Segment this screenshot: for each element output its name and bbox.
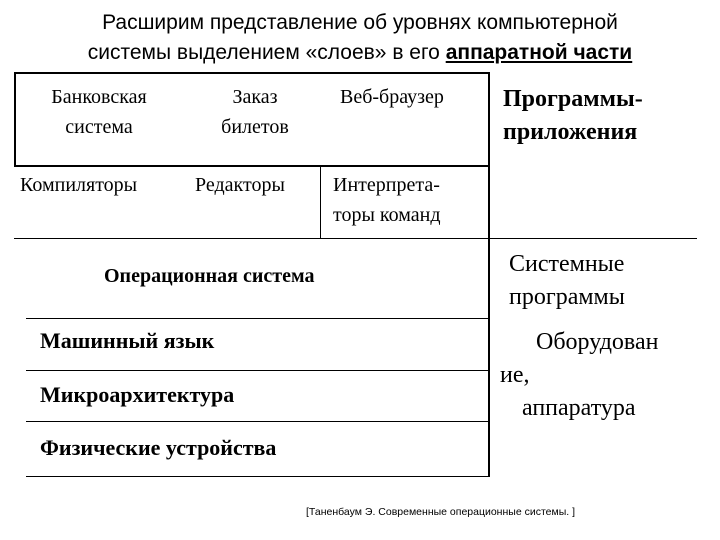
apps-tools-divider bbox=[14, 165, 489, 167]
interpreters-cell bbox=[333, 170, 441, 230]
editors-cell: Редакторы bbox=[195, 174, 285, 196]
applications-label-line-2: приложения bbox=[503, 119, 638, 145]
applications-label bbox=[503, 83, 643, 149]
title-emphasis: аппаратной части bbox=[445, 41, 633, 64]
table-right-border bbox=[488, 72, 490, 477]
micro-physical-divider bbox=[26, 421, 489, 422]
ticket-booking-line-1: Заказ bbox=[232, 86, 278, 108]
banking-system-line-2: система bbox=[65, 116, 133, 138]
citation: [Таненбаум Э. Современные операционные системы. ] bbox=[306, 506, 575, 518]
ticket-booking-line-2: билетов bbox=[221, 116, 289, 138]
table-bottom-border bbox=[26, 476, 489, 477]
interpreters-line-1: Интерпрета- bbox=[333, 174, 440, 196]
web-browser-cell: Веб-браузер bbox=[340, 86, 444, 108]
banking-system-line-1: Банковская bbox=[51, 86, 147, 108]
hardware-label-line-2: ие, bbox=[500, 362, 530, 388]
compilers-cell: Компиляторы bbox=[20, 174, 138, 196]
machine-language-cell: Машинный язык bbox=[40, 328, 215, 353]
system-programs-line-2: программы bbox=[509, 284, 625, 310]
hardware-label-line-1: Оборудован bbox=[536, 329, 659, 355]
interpreters-line-2: торы команд bbox=[333, 204, 441, 226]
table-left-border bbox=[14, 72, 16, 167]
hardware-label bbox=[500, 326, 710, 425]
banking-system-cell bbox=[24, 82, 174, 142]
system-programs-line-1: Системные bbox=[509, 251, 625, 277]
title-line-2 bbox=[20, 38, 700, 68]
ticket-booking-cell bbox=[180, 82, 330, 142]
tools-os-divider bbox=[14, 238, 697, 239]
slide-title bbox=[20, 8, 700, 68]
title-line-2-prefix: системы выделением «слоев» в его bbox=[87, 41, 446, 64]
system-programs-label bbox=[509, 248, 625, 314]
machine-micro-divider bbox=[26, 370, 489, 371]
hardware-label-line-3: аппаратура bbox=[522, 395, 636, 421]
os-machine-divider bbox=[26, 318, 489, 319]
microarchitecture-cell: Микроархитектура bbox=[40, 382, 235, 407]
table-top-border bbox=[14, 72, 489, 74]
title-line-1: Расширим представление об уровнях компьютерной bbox=[102, 11, 618, 34]
physical-devices-cell: Физические устройства bbox=[40, 435, 277, 460]
tools-col-divider bbox=[320, 165, 321, 239]
operating-system-cell: Операционная система bbox=[104, 265, 315, 287]
applications-label-line-1: Программы- bbox=[503, 86, 643, 112]
